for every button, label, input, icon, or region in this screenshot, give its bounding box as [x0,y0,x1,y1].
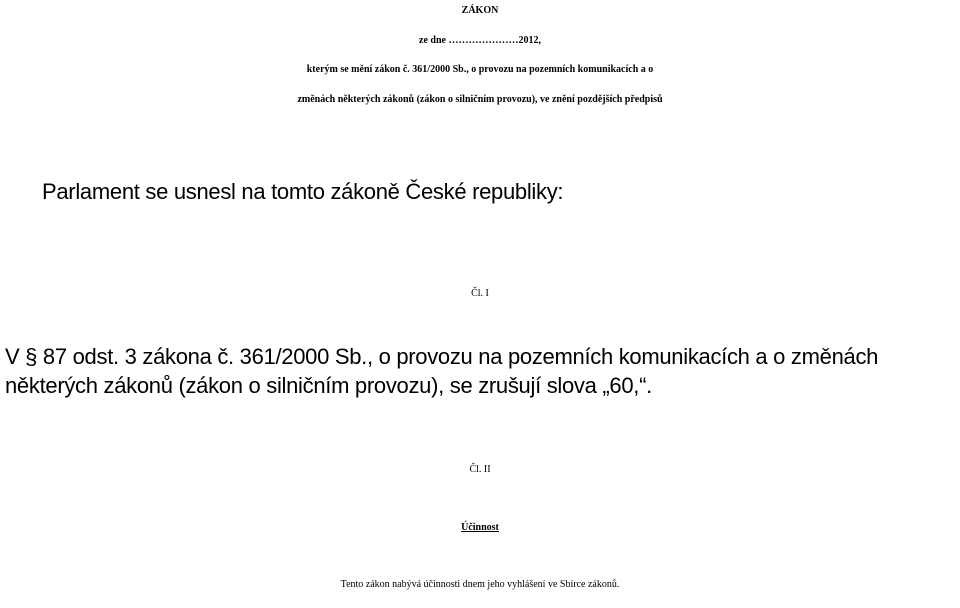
article-2-heading: Čl. II [469,464,491,475]
article-1-heading: Čl. I [471,288,489,299]
law-title: ZÁKON [461,5,499,16]
date-line: ze dne …………………2012, [419,35,541,46]
article-1-text-line-1: V § 87 odst. 3 zákona č. 361/2000 Sb., o provozu na pozemních komunikacích a o změnách [5,344,879,369]
article-2-text: Tento zákon nabývá účinnosti dnem jeho vyhlášení ve Sbírce zákonů. [340,579,620,590]
subtitle-line-1: kterým se mění zákon č. 361/2000 Sb., o provozu na pozemních komunikacích a o [306,64,654,75]
preamble: Parlament se usnesl na tomto zákoně České republiky: [42,179,564,204]
article-2-title: Účinnost [461,522,499,533]
article-1-text-line-2: některých zákonů (zákon o silničním provozu), se zrušují slova „60,“. [5,373,652,398]
subtitle-line-2: změnách některých zákonů (zákon o silničním provozu), ve znění pozdějších předpisů [297,94,663,105]
